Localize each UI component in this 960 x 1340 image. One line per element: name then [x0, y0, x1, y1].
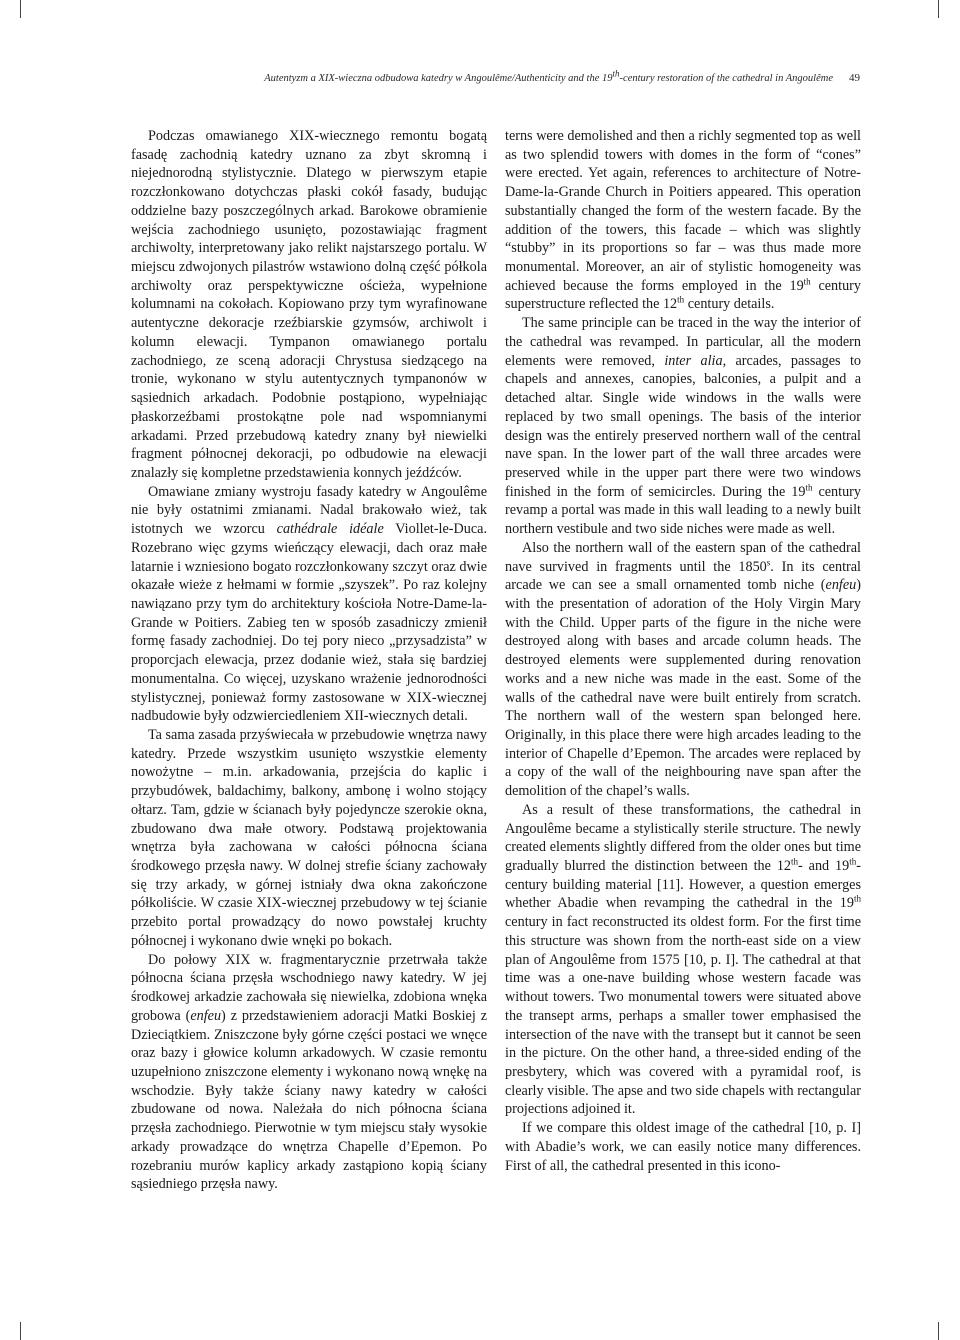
paragraph: Omawiane zmiany wystroju fasady katedry w Angoulême nie były ostatnimi zmianami. Nadal brakowało wież, tak istotnych we wzorcu cathédrale idéale Viollet-le-Duca. Rozebrano więc gzyms wieńczący elewacji, dach oraz małe latarnie i wzniesiono bogato rozczłonkowany szczyt oraz dwie okazałe wieże z hełmami w formie „szyszek”. Po raz kolejny nawiązano przy tym do architektury kościoła Notre-Dame-la-Grande w Poitiers. Zabieg ten w sposób zasadniczy zmienił formę fasady zachodniej. Do tej pory nieco „przysadzista” w proporcjach elewacja, przez dodanie wież, stała się bardziej monumentalna. Co więcej, uzyskano wrażenie jednorodności stylistycznej, ponieważ formy zastosowane w XIX-wiecznej nadbudowie były odzwierciedleniem XII-wiecznych detali. [131, 483, 487, 725]
paragraph: If we compare this oldest image of the cathedral [10, p. I] with Abadie’s work, we can easily notice many differences. First of all, the cathedral presented in this icono- [505, 1120, 861, 1174]
paragraph: As a result of these transformations, the cathedral in Angoulême became a stylistically sterile structure. The newly created elements slightly differed from the older ones but time gradually blurred the distinction between the 12th- and 19th-century building material [11]. However, a question emerges whether Abadie when revamping the cathedral in the 19th century in fact reconstructed its oldest form. For the first time this structure was shown from the north-east side on a view plan of Angoulême from 1575 [10, p. I]. The cathedral at that time was a one-nave building whose western facade was without towers. Two monumental towers were situated above the transept arms, perhaps a smaller tower emphasised the intersection of the nave with the transept but it cannot be seen in the picture. On the other hand, a three-sided ending of the presbytery, which was covered with a pyramidal roof, is clearly visible. The apse and two side chapels with rectangular projections adjoined it. [505, 801, 861, 1118]
paragraph: Also the northern wall of the eastern span of the cathedral nave survived in fragments until the 1850$^s$. In its central arcade we can see a small ornamented tomb niche (enfeu) with the presentation of adoration of the Holy Virgin Mary with the Child. Upper parts of the figure in the niche were destroyed along with bases and arcade column heads. The destroyed elements were supplemented during renovation works and a new niche was made in the east. Some of the walls of the cathedral nave were built entirely from scratch. The northern wall of the western span belonged here. Originally, in this place there were high arcades leading to the interior of Chapelle d’Epemon. The arcades were replaced by a copy of the wall of the neighbouring nave span after the demolition of the chapel’s walls. [505, 539, 861, 800]
right-column-english [505, 127, 861, 1175]
left-column-polish [131, 127, 487, 1194]
paragraph: terns were demolished and then a richly segmented top as well as two splendid towers with domes in the form of “cones” were erected. Yet again, references to architecture of Notre-Dame-la-Grande Church in Poitiers appeared. This operation substantially changed the form of the western facade. By the addition of the towers, this facade – which was slightly “stubby” in its proportions so far – was thus made more monumental. Moreover, an air of stylistic homogeneity was achieved because the forms employed in the 19th century superstructure reflected the 12th century details. [505, 128, 862, 313]
crop-mark-top-right [938, 0, 939, 18]
paragraph: Ta sama zasada przyświecała w przebudowie wnętrza nawy katedry. Przede wszystkim usunięto wszystkie elementy nowożytne – m.in. arkadowania, przejścia do kaplic i przybudówek, baldachimy, balkony, ambonę i wolno stojący ołtarz. Tam, gdzie w ścianach były pojedyncze szerokie okna, zbudowano dwa małe otwory. Podstawą projektowania wnętrza była zachowana w całości północna ściana środkowego przęsła nawy. W dolnej strefie ściany zachowały się trzy arkady, w górnej istniały dwa okna zakończone półkoliście. W czasie XIX-wiecznej przebudowy w tej ścianie przebito portal prowadzący do nowo powstałej kruchty północnej i wykonano dwie wnęki po bokach. [131, 727, 487, 949]
crop-mark-bottom-right [938, 1322, 939, 1340]
crop-mark-bottom-left [20, 1322, 21, 1340]
running-title: Autentyzm a XIX-wieczna odbudowa katedry w Angoulême/Authenticity and the 19th-century restoration of the cathedral in Angoulême [264, 68, 833, 84]
paragraph: Podczas omawianego XIX-wiecznego remontu bogatą fasadę zachodnią katedry uznano za zbyt skromną i niejednorodną stylistycznie. Dlatego w pierwszym etapie rozczłonkowano dotychczas płaski cokół fasady, budując oddzielne bazy poszczególnych arkad. Barokowe obramienie wejścia zachodniego usunięto, pozostawiając fragment archiwolty, interpretowany jako relikt najstarszego portalu. W miejscu zdwojonych pilastrów wstawiono dolną część półkola archiwolty oraz perspektywiczne ościeża, wypełnione kolumnami na cokołach. Kopiowano przy tym wyrafinowane autentyczne dekoracje rzeźbiarskie gzymsów, archiwolt i kolumn elewacji. Tympanon omawianego portalu zachodniego, ze sceną adoracji Chrystusa siedzącego na tronie, wykonano w stylu autentycznych tympanonów w sąsiednich arkadach. Podobnie postąpiono, wypełniając płaskorzeźbami prostokątne pole nad wspomnianymi arkadami. Przed przebudową katedry znany był niewielki fragment północnej dekoracji, po odbudowie na elewacji znalazły się kompletne przedstawienia konnych jeźdźców. [131, 128, 487, 481]
paragraph: The same principle can be traced in the way the interior of the cathedral was revamped. In particular, all the modern elements were removed, inter alia, arcades, passages to chapels and annexes, canopies, balconies, a pulpit and a detached altar. Single wide windows in the walls were replaced by two small openings. The basis of the interior design was the entirely preserved northern wall of the central nave span. In the lower part of the wall three arcades were preserved while in the upper part there were two windows finished in the form of semicircles. During the 19th century revamp a portal was made in this wall leading to a newly built northern vestibule and two side niches were made as well. [505, 315, 861, 538]
running-header [140, 68, 860, 84]
page-number: 49 [849, 72, 860, 84]
paragraph: Do połowy XIX w. fragmentarycznie przetrwała także północna ściana przęsła wschodniego nawy katedry. W jej środkowej arkadzie zachowała się niewielka, zdobiona wnęka grobowa (enfeu) z przedstawieniem adoracji Matki Boskiej z Dzieciątkiem. Zniszczone były górne części postaci we wnęce oraz bazy i głowice kolumn arkadowych. W czasie remontu uzupełniono zniszczone elementy i wykonano nową wnękę na wschodzie. Były także ściany nawy katedry w całości zbudowane od nowa. Należała do nich północna ściana przęsła zachodniego. Pierwotnie w tym miejscu stały wysokie arkady prowadzące do wnętrza Chapelle d’Epemon. Po rozebraniu murów kaplicy arkady zastąpiono kopią ściany sąsiedniego przęsła nawy. [131, 951, 487, 1193]
crop-mark-top-left [20, 0, 21, 18]
